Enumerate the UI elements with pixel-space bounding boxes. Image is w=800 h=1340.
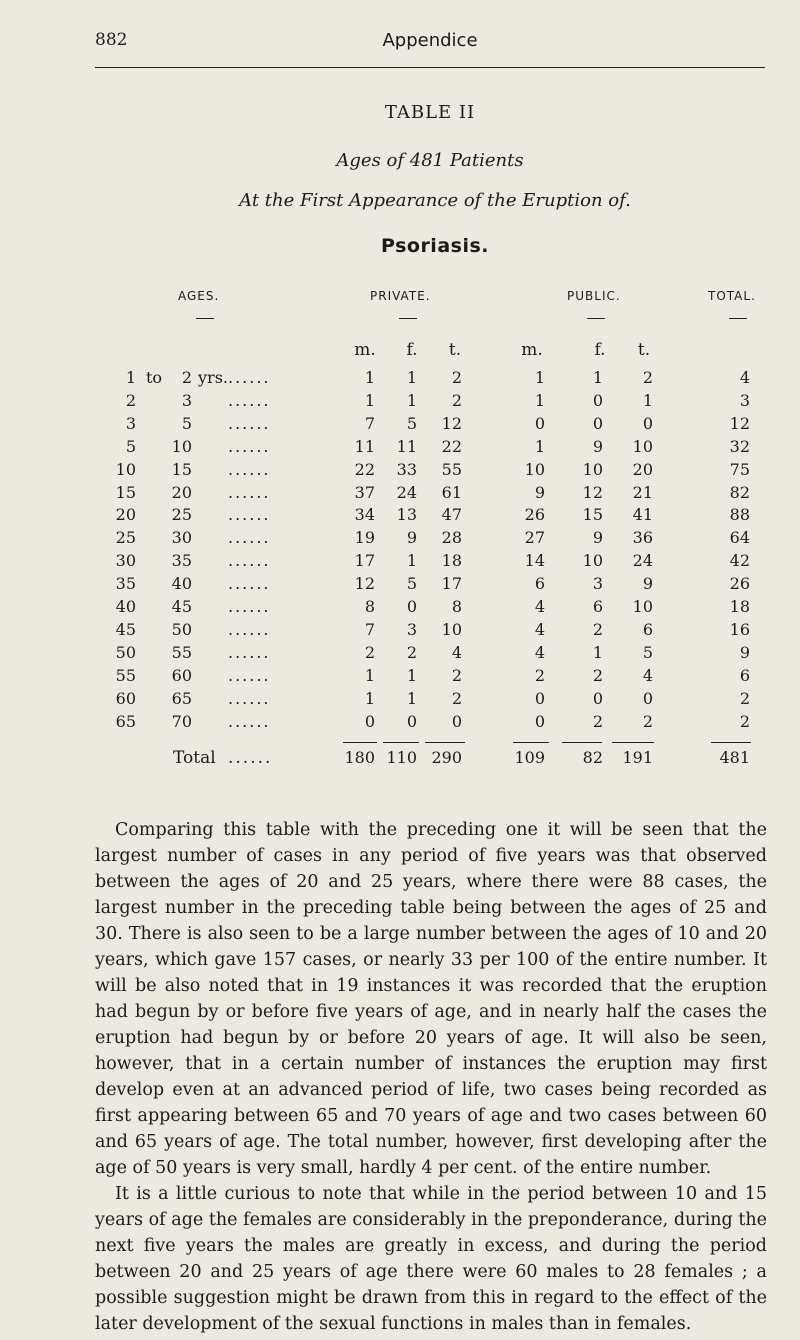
row-total: 75 [729, 459, 750, 479]
page-header [95, 30, 765, 58]
public-f: 0 [592, 413, 603, 433]
sub-header-f: f. [594, 340, 606, 360]
public-t: 10 [632, 436, 653, 456]
private-f: 0 [406, 711, 417, 731]
leader-dots: ...... [228, 390, 271, 410]
public-t: 21 [632, 482, 653, 502]
age-from: 45 [115, 619, 136, 639]
age-to: 5 [181, 413, 192, 433]
leader-dots: ...... [228, 413, 271, 433]
row-total: 26 [729, 574, 750, 594]
paragraph: Comparing this table with the preceding one it will be seen that the largest number of cases in any period of five years was that observed between the ages of 20 and 25 years, where there were 88 cases, the largest number in the preceding table being between the ages of 25 and 30. There is also seen to be a large number between the ages of 10 and 20 years, which gave 157 cases, or nearly 33 per 100 of the entire number. It will be also noted that in 19 instances it was recorded that the eruption had begun by or before five years of age, and in nearly half the cases the eruption had begun by or before 20 years of age. It will also be seen, however, that in a certain number of instances the eruption may first develop even at an advanced period of life, two cases being recorded as first appearing between 65 and 70 years of age and two cases between 60 and 65 years of age. The total number, however, first developing after the age of 50 years is very small, hardly 4 per cent. of the entire number. [95, 820, 767, 1178]
table-row [0, 620, 800, 642]
age-from: 60 [115, 688, 136, 708]
total-public-m: 109 [514, 748, 545, 767]
age-to: 20 [171, 482, 192, 502]
age-to: 30 [171, 528, 192, 548]
public-f: 12 [582, 482, 603, 502]
public-f: 9 [592, 528, 603, 548]
age-from: 65 [115, 711, 136, 731]
private-t: 61 [441, 482, 462, 502]
private-m: 0 [364, 711, 375, 731]
public-m: 1 [534, 390, 545, 410]
table-row [0, 437, 800, 459]
table-row [0, 551, 800, 573]
private-f: 1 [406, 688, 417, 708]
row-total: 82 [729, 482, 750, 502]
public-t: 0 [642, 688, 653, 708]
public-m: 14 [524, 551, 545, 571]
public-m: 2 [534, 665, 545, 685]
age-to: 25 [171, 505, 192, 525]
row-total: 12 [729, 413, 750, 433]
age-to: 35 [171, 551, 192, 571]
table-row [0, 574, 800, 596]
public-m: 4 [534, 642, 545, 662]
total-row [0, 748, 800, 770]
public-f: 9 [592, 436, 603, 456]
col-header-private: PRIVATE. [370, 289, 431, 303]
private-t: 22 [441, 436, 462, 456]
running-title: Appendice [382, 30, 478, 51]
age-from: 55 [115, 665, 136, 685]
private-m: 1 [364, 368, 375, 387]
private-t: 2 [451, 665, 462, 685]
total-private-f: 110 [386, 748, 417, 767]
table-row [0, 712, 800, 734]
leader-dots: ...... [228, 505, 271, 525]
row-total: 32 [729, 436, 750, 456]
grand-total: 481 [719, 748, 750, 767]
age-from: 50 [115, 642, 136, 662]
private-m: 12 [354, 574, 375, 594]
table-subtitle: Ages of 481 Patients [336, 150, 524, 171]
public-f: 15 [582, 505, 603, 525]
age-to: 45 [171, 597, 192, 616]
private-f: 9 [406, 528, 417, 548]
table-row [0, 483, 800, 505]
private-m: 7 [364, 619, 375, 639]
col-header-ages: AGES. [178, 289, 220, 303]
private-t: 17 [441, 574, 462, 594]
age-from: 1 [125, 368, 136, 387]
public-f: 10 [582, 459, 603, 479]
public-f: 0 [592, 390, 603, 410]
private-f: 5 [406, 574, 417, 594]
leader-dots: ...... [228, 482, 271, 502]
sub-header-t: t. [637, 340, 651, 360]
age-to: 55 [171, 642, 192, 662]
private-m: 19 [354, 528, 375, 548]
leader-dots: ...... [228, 748, 273, 768]
sum-rule [425, 742, 465, 743]
total-private-m: 180 [344, 748, 375, 767]
leader-dots: ...... [228, 619, 271, 639]
age-from: 20 [115, 505, 136, 525]
public-m: 1 [534, 436, 545, 456]
public-m: 4 [534, 619, 545, 639]
sub-header-f: f. [406, 340, 418, 360]
table-row [0, 528, 800, 550]
public-t: 9 [642, 574, 653, 594]
private-t: 0 [451, 711, 462, 731]
public-f: 1 [592, 642, 603, 662]
public-m: 0 [534, 711, 545, 731]
leader-dots: ...... [228, 642, 271, 662]
table-row [0, 689, 800, 711]
public-t: 4 [642, 665, 653, 685]
leader-dots: ...... [228, 574, 271, 594]
table-subtitle-2: At the First Appearance of the Eruption of. [239, 190, 631, 211]
public-t: 36 [632, 528, 653, 548]
age-to: 50 [171, 619, 192, 639]
leader-dots: ...... [228, 665, 271, 685]
table-row [0, 643, 800, 665]
row-total: 2 [739, 711, 750, 731]
private-m: 37 [354, 482, 375, 502]
age-from: 2 [125, 390, 136, 410]
private-t: 2 [451, 368, 462, 387]
public-t: 24 [632, 551, 653, 571]
public-f: 2 [592, 711, 603, 731]
row-total: 88 [729, 505, 750, 525]
row-total: 4 [739, 368, 750, 387]
row-total: 6 [739, 665, 750, 685]
private-t: 28 [441, 528, 462, 548]
private-f: 2 [406, 642, 417, 662]
col-dash [399, 318, 417, 319]
row-total: 42 [729, 551, 750, 571]
leader-dots: ...... [228, 459, 271, 479]
table-row [0, 391, 800, 413]
private-t: 8 [451, 597, 462, 616]
public-f: 10 [582, 551, 603, 571]
table-row [0, 414, 800, 436]
private-f: 5 [406, 413, 417, 433]
public-t: 41 [632, 505, 653, 525]
public-f: 0 [592, 688, 603, 708]
private-m: 17 [354, 551, 375, 571]
public-t: 2 [642, 711, 653, 731]
sum-rule [383, 742, 419, 743]
public-f: 2 [592, 665, 603, 685]
sum-rule [562, 742, 602, 743]
row-total: 18 [729, 597, 750, 616]
public-t: 5 [642, 642, 653, 662]
body-text [95, 817, 767, 1337]
private-t: 2 [451, 390, 462, 410]
sub-header-m: m. [521, 340, 543, 360]
paragraph: It is a little curious to note that while in the period between 10 and 15 years of age the females are considerably in the preponderance, during the next five years the males are greatly in excess, and during the period between 20 and 25 years of age there were 60 males to 28 females ; a possible suggestion might be drawn from this in regard to the effect of the later development of the sexual functions in males than in females. [95, 1184, 767, 1334]
private-m: 11 [354, 436, 375, 456]
private-m: 1 [364, 390, 375, 410]
age-unit: yrs. [198, 368, 228, 387]
public-t: 0 [642, 413, 653, 433]
col-header-total: TOTAL. [708, 289, 756, 303]
age-from: 15 [115, 482, 136, 502]
private-t: 47 [441, 505, 462, 525]
private-t: 55 [441, 459, 462, 479]
age-from: 10 [115, 459, 136, 479]
private-f: 24 [396, 482, 417, 502]
sum-rule [343, 742, 377, 743]
age-to-word: to [146, 368, 163, 387]
public-m: 27 [524, 528, 545, 548]
private-f: 11 [396, 436, 417, 456]
age-to: 60 [171, 665, 192, 685]
public-m: 10 [524, 459, 545, 479]
age-to: 15 [171, 459, 192, 479]
col-dash [196, 318, 214, 319]
private-f: 1 [406, 368, 417, 387]
age-from: 40 [115, 597, 136, 616]
total-label: Total [173, 748, 216, 768]
public-f: 3 [592, 574, 603, 594]
total-public-f: 82 [582, 748, 603, 767]
public-m: 6 [534, 574, 545, 594]
row-total: 16 [729, 619, 750, 639]
public-t: 6 [642, 619, 653, 639]
age-to: 2 [181, 368, 192, 387]
public-t: 1 [642, 390, 653, 410]
age-to: 65 [171, 688, 192, 708]
row-total: 9 [739, 642, 750, 662]
private-m: 22 [354, 459, 375, 479]
leader-dots: ...... [228, 368, 271, 387]
public-m: 4 [534, 597, 545, 616]
private-m: 1 [364, 665, 375, 685]
sum-rule [711, 742, 751, 743]
public-m: 0 [534, 688, 545, 708]
sum-rule [612, 742, 654, 743]
table-row [0, 460, 800, 482]
disease-heading: Psoriasis. [380, 235, 489, 257]
age-to: 40 [171, 574, 192, 594]
public-f: 1 [592, 368, 603, 387]
sub-header-m: m. [354, 340, 376, 360]
public-f: 2 [592, 619, 603, 639]
public-t: 2 [642, 368, 653, 387]
leader-dots: ...... [228, 436, 271, 456]
leader-dots: ...... [228, 551, 271, 571]
leader-dots: ...... [228, 528, 271, 548]
age-from: 3 [125, 413, 136, 433]
sum-rule [513, 742, 549, 743]
age-from: 25 [115, 528, 136, 548]
private-f: 1 [406, 390, 417, 410]
private-t: 4 [451, 642, 462, 662]
age-from: 35 [115, 574, 136, 594]
private-f: 33 [396, 459, 417, 479]
private-f: 13 [396, 505, 417, 525]
age-from: 30 [115, 551, 136, 571]
private-t: 18 [441, 551, 462, 571]
table-row [0, 505, 800, 527]
table-row [0, 597, 800, 619]
public-m: 1 [534, 368, 545, 387]
row-total: 64 [729, 528, 750, 548]
private-f: 0 [406, 597, 417, 616]
public-t: 20 [632, 459, 653, 479]
private-m: 8 [364, 597, 375, 616]
private-t: 2 [451, 688, 462, 708]
total-private-t: 290 [431, 748, 462, 767]
private-m: 34 [354, 505, 375, 525]
row-total: 3 [739, 390, 750, 410]
col-dash [729, 318, 747, 319]
private-t: 10 [441, 619, 462, 639]
page-number: 882 [95, 30, 128, 50]
age-to: 70 [171, 711, 192, 731]
total-public-t: 191 [622, 748, 653, 767]
header-rule [95, 67, 765, 68]
private-f: 1 [406, 551, 417, 571]
table-title: TABLE II [384, 102, 476, 123]
sub-header-t: t. [448, 340, 462, 360]
public-f: 6 [592, 597, 603, 616]
leader-dots: ...... [228, 597, 271, 616]
private-m: 7 [364, 413, 375, 433]
private-m: 2 [364, 642, 375, 662]
row-total: 2 [739, 688, 750, 708]
age-to: 3 [181, 390, 192, 410]
private-f: 3 [406, 619, 417, 639]
leader-dots: ...... [228, 688, 271, 708]
private-t: 12 [441, 413, 462, 433]
public-t: 10 [632, 597, 653, 616]
private-m: 1 [364, 688, 375, 708]
private-f: 1 [406, 665, 417, 685]
public-m: 0 [534, 413, 545, 433]
age-to: 10 [171, 436, 192, 456]
age-from: 5 [125, 436, 136, 456]
public-m: 26 [524, 505, 545, 525]
public-m: 9 [534, 482, 545, 502]
col-dash [587, 318, 605, 319]
table-row [0, 368, 800, 390]
table-row [0, 666, 800, 688]
col-header-public: PUBLIC. [567, 289, 621, 303]
leader-dots: ...... [228, 711, 271, 731]
